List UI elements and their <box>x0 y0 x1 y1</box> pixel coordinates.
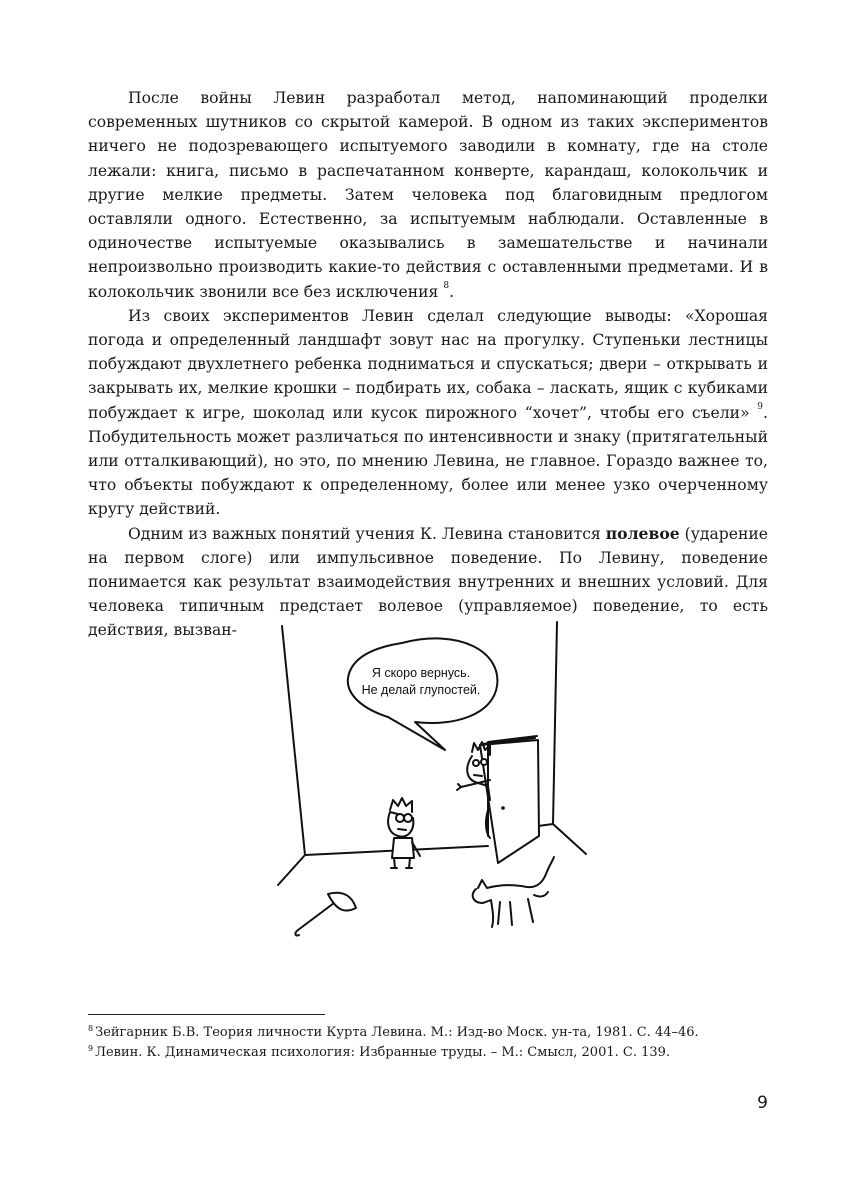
paragraph-1 <box>88 86 768 304</box>
footnote-text-9: Левин. К. Динамическая психология: Избранные труды. – М.: Смысл, 2001. С. 139. <box>95 1045 671 1060</box>
paragraph-3-start: Одним из важных понятий учения К. Левина становится <box>128 524 606 543</box>
footnotes <box>88 1023 768 1063</box>
cat <box>473 857 554 927</box>
footnote-ref-9[interactable]: 9 <box>757 401 764 412</box>
axe <box>295 893 356 936</box>
speech-line-1: Я скоро вернусь. <box>371 666 471 680</box>
paragraph-2-text: Из своих экспериментов Левин сделал следующие выводы: «Хорошая погода и определенный ландшафт зовут нас на прогулку. Ступеньки лестницы побуждают двухлетнего ребенка подниматься и спускаться; двери – открывать и закрывать их, мелкие крошки – подбирать их, собака – ласкать, ящик с кубиками побуждает к игре, шоколад или кусок пирожного “хочет”, чтобы его съели» <box>88 306 768 422</box>
open-door <box>480 736 539 863</box>
footnote-divider <box>88 1014 325 1015</box>
paragraph-1-end: . <box>449 282 455 301</box>
bold-term: полевое <box>605 523 680 543</box>
footnote-text-8: Зейгарник Б.В. Теория личности Курта Левина. М.: Изд-во Моск. ун-та, 1981. С. 44–46. <box>95 1025 699 1040</box>
body-text <box>88 86 768 643</box>
page-number: 9 <box>757 1093 768 1113</box>
footnote-marker-9: 9 <box>88 1044 94 1053</box>
speech-bubble <box>348 638 498 750</box>
footnote-marker-8: 8 <box>88 1024 94 1033</box>
cartoon-illustration <box>250 600 610 960</box>
footnote-9 <box>88 1043 768 1063</box>
footnote-8 <box>88 1023 768 1043</box>
boy <box>388 798 420 868</box>
speech-line-2: Не делай глупостей. <box>361 683 481 697</box>
paragraph-3-end: (ударение на первом слоге) или импульсивное поведение. По Левину, поведение понимается как результат взаимодействия внутренних и внешних условий. Для человека типичным предстает волевое (управляемое) поведение, то есть действия, вызван- <box>88 524 769 640</box>
paragraph-1-text: После войны Левин разработал метод, напоминающий проделки современных шутников со скрытой камерой. В одном из таких экспериментов ничего не подозревающего испытуемого заводили в комнату, где на столе лежали: книга, письмо в распечатанном конверте, карандаш, колокольчик и другие мелкие предметы. Затем человека под благовидным предлогом оставляли одного. Естественно, за испытуемым наблюдали. Оставленные в одиночестве испытуемые оказывались в замешательстве и начинали непроизвольно производить какие-то действия с оставленными предметами. И в колокольчик звонили все без исключения <box>88 89 768 301</box>
paragraph-2 <box>88 304 768 522</box>
paragraph-2-end: . Побудительность может различаться по интенсивности и знаку (притягательный или отталкивающий), но это, по мнению Левина, не главное. Гораздо важнее то, что объекты побуждают к определенному, более или менее узко очерченному кругу действий. <box>88 403 768 519</box>
footnote-ref-8[interactable]: 8 <box>443 280 450 291</box>
